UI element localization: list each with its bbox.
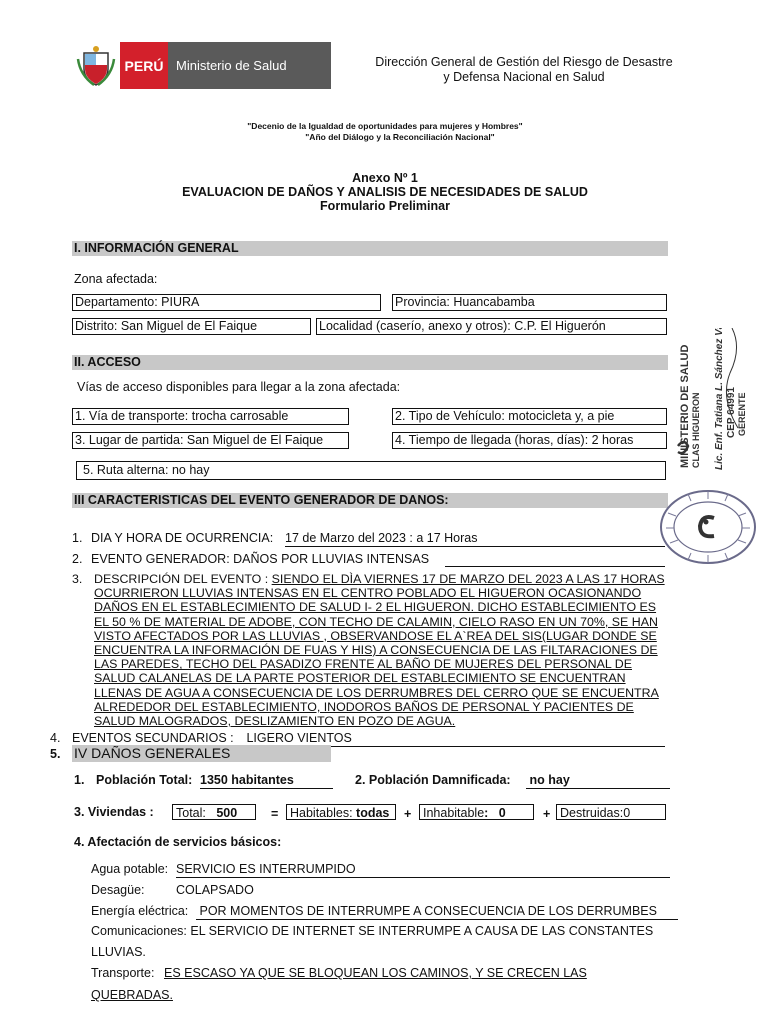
- direction-line-1: Dirección General de Gestión del Riesgo de Desastre: [375, 55, 673, 69]
- plus-sign-1: +: [404, 807, 412, 821]
- section-1-heading: I. INFORMACIÓN GENERAL: [72, 241, 668, 256]
- desague-label: Desagüe:: [91, 883, 145, 897]
- descripcion-line-8: SALUD CALANELAS DE LA PARTE POSTERIOR DEL ESTABLECIMIENTO SE ENCUENTRAN: [94, 671, 626, 686]
- vias-label: Vías de acceso disponibles para llegar a la zona afectada:: [77, 380, 401, 394]
- item-4-num: 4.: [50, 731, 61, 745]
- stamp-line-1: MINISTERIO DE SALUD: [679, 344, 691, 468]
- round-seal-stamp: [658, 488, 758, 566]
- agua-text: SERVICIO ES INTERRUMPIDO: [176, 862, 356, 876]
- peru-label: PERÚ: [120, 42, 168, 89]
- inhabitable-label: Inhabitable: [423, 806, 485, 820]
- section-3-heading: III CARACTERISTICAS DEL EVENTO GENERADOR DE DANOS:: [72, 493, 668, 508]
- dia-hora-label: DIA Y HORA DE OCURRENCIA:: [91, 531, 274, 545]
- viviendas-label: 3. Viviendas :: [74, 805, 154, 819]
- provincia-field: Provincia: Huancabamba: [392, 294, 667, 311]
- descripcion-line-4: EL 50 % DE MATERIAL DE ADOBE, CON TECHO DE CALAMIN, CIELO RASO EN UN 70%, SE HAN: [94, 614, 658, 629]
- total-label: Total:: [176, 806, 206, 820]
- agua-value: [176, 862, 670, 878]
- descripcion-line-5: VISTO AFECTADOS POR LAS LLUVIAS , OBSERVANDOSE EL A`REA DEL SIS(LUGAR DONDE SE: [94, 628, 657, 643]
- total-value: 500: [216, 806, 238, 820]
- descripcion-line-9: LLENAS DE AGUA A CONSECUENCIA DE LOS DERRUMBRES DEL CERRO QUE SE ENCUENTRA: [94, 685, 659, 700]
- evento-generador-row: [72, 552, 429, 567]
- damnificada-value: [526, 773, 670, 789]
- habitables-label: Habitables:: [290, 806, 353, 820]
- transporte-label: Transporte:: [91, 966, 155, 980]
- stamp-line-4: CEP 64991: [726, 387, 737, 438]
- eventos-secundarios-row: [50, 731, 234, 746]
- main-title: EVALUACION DE DAÑOS Y ANALISIS DE NECESIDADES DE SALUD: [182, 185, 588, 199]
- plus-sign-2: +: [543, 807, 551, 821]
- damnificada-text: no hay: [529, 773, 570, 787]
- decenio-line-1: "Decenio de la Igualdad de oportunidades para mujeres y Hombres": [247, 121, 523, 131]
- distrito-field: Distrito: San Miguel de El Faique: [72, 318, 311, 335]
- item-1-num: 1.: [72, 531, 83, 545]
- direction-line-2: y Defensa Nacional en Salud: [443, 70, 605, 84]
- descripcion-line-10: ALREDEDOR DEL ESTABLECIMIENTO, INODOROS BAÑOS DE PERSONAL Y PACIENTES DE: [94, 699, 634, 714]
- eventos-secundarios-text: LIGERO VIENTOS: [246, 731, 352, 745]
- descripcion-evento: [72, 572, 697, 728]
- evento-generador-underline: [445, 552, 665, 567]
- transporte-value-2: QUEBRADAS.: [91, 988, 173, 1002]
- eventos-secundarios-label: EVENTOS SECUNDARIOS :: [72, 731, 234, 745]
- inhabitable-box: [419, 804, 534, 820]
- equals-sign: =: [271, 807, 279, 821]
- energia-label: Energía eléctrica:: [91, 904, 189, 918]
- comunicaciones-line-1: Comunicaciones: EL SERVICIO DE INTERNET SE INTERRUMPE A CAUSA DE LAS CONSTANTES: [91, 924, 654, 938]
- viviendas-total-box: [172, 804, 256, 820]
- poblacion-num: 1.: [74, 773, 85, 787]
- desague-value: COLAPSADO: [176, 883, 254, 897]
- inhabitable-colon: :: [484, 806, 489, 820]
- stamp-line-5: GERENTE: [737, 392, 747, 436]
- descripcion-line-11: SALUD MALOGRADOS, DESLIZAMIENTO EN POZO DE AGUA.: [94, 714, 456, 729]
- form-titles: [150, 171, 620, 213]
- tiempo-llegada-field: 4. Tiempo de llegada (horas, días): 2 horas: [392, 432, 667, 449]
- annex-title: Anexo Nº 1: [352, 171, 418, 185]
- damnificada-label: 2. Población Damnificada:: [355, 773, 511, 787]
- zona-label: Zona afectada:: [74, 272, 158, 286]
- energia-text: POR MOMENTOS DE INTERRUMPE A CONSECUENCIA DE LOS DERRUMBES: [199, 904, 657, 918]
- habitables-value: todas: [356, 806, 390, 820]
- stamp-line-2: CLAS HIGUERON: [691, 392, 701, 468]
- energia-value: [196, 904, 678, 920]
- tipo-vehiculo-field: 2. Tipo de Vehículo: motocicleta y, a pie: [392, 408, 667, 425]
- section-2-heading: II. ACCESO: [72, 355, 668, 370]
- comunicaciones-line-2: LLUVIAS.: [91, 945, 146, 959]
- habitables-box: [286, 804, 396, 820]
- direction-title: [350, 55, 698, 85]
- evento-generador-label: EVENTO GENERADOR: DAÑOS POR LLUVIAS INTENSAS: [91, 552, 430, 566]
- transporte-value-1: ES ESCASO YA QUE SE BLOQUEAN LOS CAMINOS, Y SE CRECEN LAS: [164, 966, 587, 980]
- poblacion-label: Población Total:: [96, 773, 193, 787]
- signature-stamp: [672, 328, 767, 478]
- dia-hora-value: 17 de Marzo del 2023 : a 17 Horas: [285, 531, 665, 547]
- item-2-num: 2.: [72, 552, 83, 566]
- destruidas-box: Destruidas:0: [556, 804, 666, 820]
- descripcion-line-2: OCURRIERON LLUVIAS INTENSAS EN EL CENTRO POBLADO EL HIGUERON OCASIONANDO: [94, 586, 642, 601]
- dia-hora-row: [72, 531, 273, 546]
- poblacion-value: 1350 habitantes: [200, 773, 333, 789]
- descripcion-line-3: DAÑOS EN EL ESTABLECIMIENTO DE SALUD I- 2 EL HIGUERON. DICHO ESTABLECIMIENTO ES: [94, 600, 657, 615]
- localidad-field: Localidad (caserío, anexo y otros): C.P. El Higuerón: [316, 318, 667, 335]
- stamp-line-3: Lic. Enf. Tatiana L. Sánchez Vásquez: [714, 328, 725, 470]
- decenio-text: [150, 121, 620, 143]
- descripcion-label: DESCRIPCIÓN DEL EVENTO :: [94, 572, 272, 586]
- poblacion-row: [74, 773, 192, 788]
- section-5-num: 5.: [50, 747, 61, 761]
- sub-title: Formulario Preliminar: [320, 199, 450, 213]
- descripcion-line-7: LAS PAREDES, TECHO DEL PASADIZO FRENTE AL BAÑO DE MUJERES DEL PERSONAL DE: [94, 657, 632, 672]
- departamento-field: Departamento: PIURA: [72, 294, 381, 311]
- agua-label: Agua potable:: [91, 862, 169, 876]
- lugar-partida-field: 3. Lugar de partida: San Miguel de El Faique: [72, 432, 349, 449]
- item-3-num: 3.: [72, 572, 83, 586]
- inhabitable-value: 0: [498, 806, 506, 820]
- descripcion-line-1: SIENDO EL DÌA VIERNES 17 DE MARZO DEL 2023 A LAS 17 HORAS: [271, 572, 665, 586]
- servicios-label: 4. Afectación de servicios básicos:: [74, 835, 282, 849]
- ruta-alterna-field: 5. Ruta alterna: no hay: [76, 461, 666, 480]
- decenio-line-2: "Año del Diálogo y la Reconciliación Nacional": [305, 132, 495, 142]
- via-transporte-field: 1. Vía de transporte: trocha carrosable: [72, 408, 349, 425]
- section-4-heading: IV DAÑOS GENERALES: [72, 745, 331, 762]
- ministry-label: Ministerio de Salud: [168, 42, 331, 89]
- ministry-logo: [72, 42, 331, 89]
- coat-of-arms-icon: [72, 42, 120, 89]
- descripcion-line-6: ENCUENTRA LA INFORMACIÓN DE FUAS Y HIS) A CONSECUENCIA DE LAS FILTARACIONES DE: [94, 643, 658, 658]
